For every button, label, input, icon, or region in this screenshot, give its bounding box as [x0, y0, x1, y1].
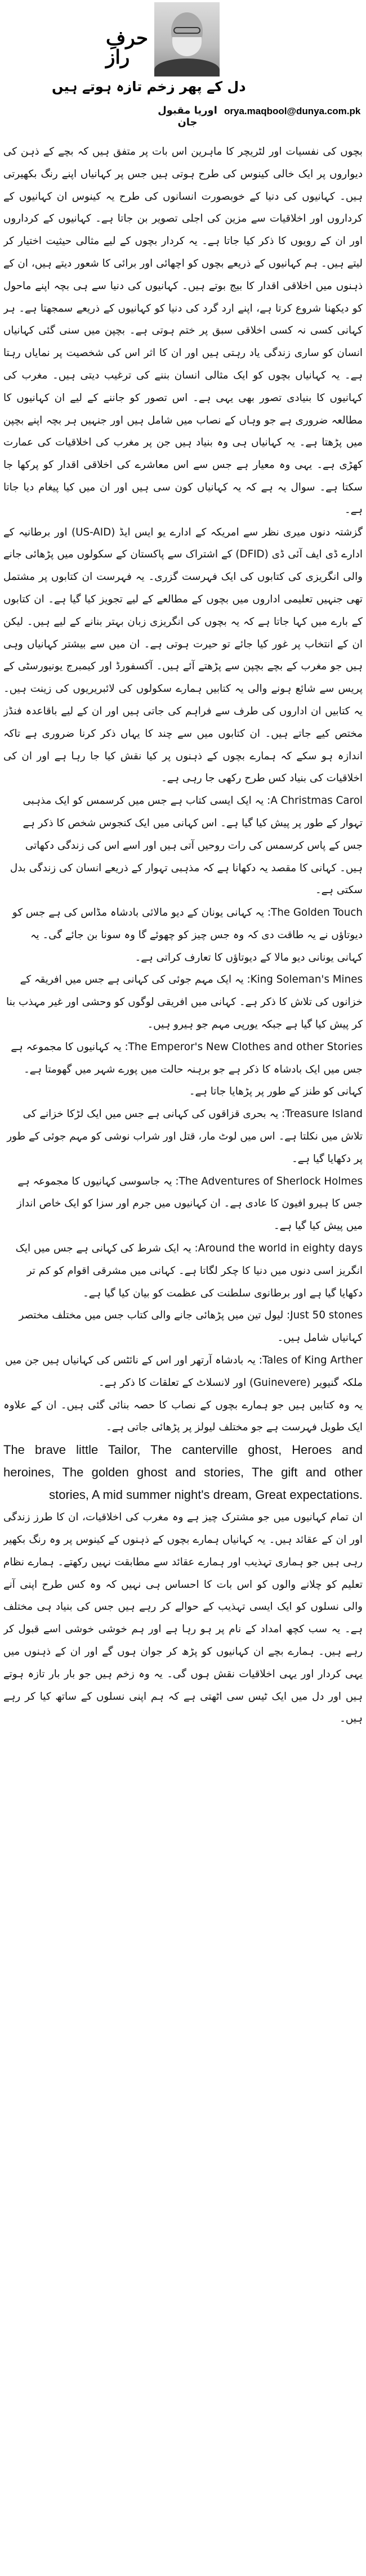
column-header: [3, 0, 363, 141]
book-entry: Treasure Island: یہ بحری قزاقوں کی کہانی ہے جس میں ایک لڑکا خزانے کی تلاش میں نکلتا ہے۔ اس میں لوٹ مار، قتل اور شراب نوشی کو مہم جوئی کے طور پر دکھایا گیا ہے۔: [7, 1108, 363, 1165]
article-paragraph: ان تمام کہانیوں میں جو مشترک چیز ہے وہ مغرب کی اخلاقیات، ان کا طرز زندگی اور ان کے عقائد ہیں۔ یہ کہانیاں ہمارے بچوں کے ذہنوں کے کینوس پر وہ رنگ بکھیر رہی ہیں جو ہماری تہذیب اور ہمارے عقائد سے مطابقت نہیں رکھتے۔ ہمارے نظام تعلیم کو چلانے والوں کو اس بات کا احساس ہی نہیں کہ وہ کس طرح اپنی آنے والی نسلوں کو ایک ایسی تہذیب کے حوالے کر رہے ہیں جس کی بنیاد ہی مختلف ہے۔ یہ سب کچھ امداد کے نام پر ہو رہا ہے اور ہم خوشی خوشی اسے قبول کر رہے ہیں۔ ہمارے بچے ان کہانیوں کو پڑھ کر جوان ہوں گے اور ان کے ذہنوں میں یہی کردار اور یہی اخلاقیات نقش ہوں گی۔ یہ وہ زخم ہیں جو بار بار تازہ ہوتے ہیں اور دل میں ایک ٹیس سی اٹھتی ہے کہ ہم اپنی نسلوں کے ساتھ کیا کر رہے ہیں۔: [3, 1511, 363, 1725]
article-paragraph: گزشتہ دنوں میری نظر سے امریکہ کے ادارے یو ایس ایڈ (US-AID) اور برطانیہ کے ادارے ڈی ایف آئی ڈی (DFID) کے اشتراک سے پاکستان کے سکولوں میں پڑھائی جانے والی انگریزی کی کتابوں کی ایک فہرست گزری۔ یہ فہرست ان کتابوں پر مشتمل تھی جنہیں تعلیمی اداروں میں بچوں کے مطالعے کے لیے تجویز کیا گیا ہے۔ ان کتابوں کے بارے میں کہا جاتا ہے کہ یہ بچوں کی انگریزی زبان بہتر بنانے کے لیے ہیں۔ لیکن ان کے انتخاب پر غور کیا جائے تو حیرت ہوتی ہے۔ ان میں سے بیشتر کہانیاں وہی ہیں جو مغرب کے بچے بچپن سے پڑھتے آئے ہیں۔ آکسفورڈ اور کیمبرج یونیورسٹی کے پریس سے شائع ہونے والی یہ کتابیں ہمارے سکولوں کی لائبریریوں کی زینت ہیں۔ یہ کتابیں ان اداروں کی طرف سے فراہم کی جاتی ہیں اور ان کے لیے باقاعدہ فنڈز مختص کیے جاتے ہیں۔ ان کتابوں میں سے چند کا یہاں ذکر کرنا ضروری ہے تاکہ اندازہ ہو سکے کہ ہمارے بچوں کے ذہنوں پر کیا نقش کیا جا رہا ہے اور ان کی اخلاقیات کی بنیاد کس طرح رکھی جا رہی ہے۔: [3, 526, 363, 785]
author-email: orya.maqbool@dunya.com.pk: [224, 106, 361, 116]
book-entry: The Golden Touch: یہ کہانی یونان کے دیو مالائی بادشاہ مڈاس کی ہے جس کو دیوتاؤں نے یہ طاقت دی کہ وہ جس چیز کو چھوئے گا وہ سونا بن جائے گی۔ یہ کہانی یونانی دیو مالا کے دیوتاؤں کا تعارف کراتی ہے۔: [12, 907, 363, 963]
author-photo: [154, 2, 220, 76]
book-entry: Just 50 stones: لیول تین میں پڑھائی جانے والی کتاب جس میں مختلف مختصر کہانیاں شامل ہیں۔: [19, 1309, 363, 1344]
book-entry: Tales of King Arther: یہ بادشاہ آرتھر اور اس کے نائٹس کی کہانیاں ہیں جن میں ملکہ گنیویر (Guinevere) اور لانسلاٹ کے تعلقات کا ذکر ہے۔: [5, 1354, 363, 1389]
author-name: اوریا مقبول جان: [158, 105, 217, 128]
article-body: [3, 141, 363, 2573]
author-photo-beard: [172, 37, 202, 56]
column-logo: حرفِ راز: [106, 27, 149, 69]
author-photo-glasses: [173, 27, 200, 34]
book-entry: A Christmas Carol: یہ ایک ایسی کتاب ہے جس میں کرسمس کو ایک مذہبی تہوار کے طور پر پیش کیا گیا ہے۔ اس کہانی میں ایک کنجوس شخص کا ذکر ہے جس کے پاس کرسمس کی رات روحیں آتی ہیں اور اسے اس کی زندگی دکھاتی ہیں۔ کہانی کا مقصد یہ دکھانا ہے کہ مذہبی تہوار کے ذریعے انسان کی زندگی بدل سکتی ہے۔: [10, 795, 363, 897]
book-entry: The Adventures of Sherlock Holmes: یہ جاسوسی کہانیوں کا مجموعہ ہے جس کا ہیرو افیون کا عادی ہے۔ ان کہانیوں میں جرم اور سزا کو ایک خاص انداز میں پیش کیا گیا ہے۔: [17, 1175, 363, 1232]
author-photo-shoulders: [154, 58, 220, 76]
book-entry: The Emperor's New Clothes and other Stories: یہ کہانیوں کا مجموعہ ہے جس میں ایک بادشاہ کا ذکر ہے جو برہنہ حالت میں پورے شہر میں گھومتا ہے۔ کہانی کو طنز کے طور پر پڑھایا جاتا ہے۔: [11, 1041, 363, 1098]
article-paragraph: بچوں کی نفسیات اور لٹریچر کا ماہرین اس بات پر متفق ہیں کہ بچے کے ذہن کی دیواروں پر ایک خالی کینوس کی طرح ہوتی ہیں جس پر کہانیاں اپنے رنگ بکھیرتی ہیں۔ کہانیوں کی دنیا کے خوبصورت انسانوں کی طرح یہ کینوس ان کہانیوں کے کرداروں اور اخلاقیات سے مزین کی اجلی تصویر بن جاتا ہے۔ کہانیوں کے کرداروں اور ان کے رویوں کا ذکر کیا جاتا ہے۔ یہ کردار بچوں کے لیے مثالی حیثیت اختیار کر لیتے ہیں۔ ہم کہانیوں کے ذریعے بچوں کو اچھائی اور برائی کا شعور دیتے ہیں، ان کے ذہنوں میں اخلاقی اقدار کا بیج بوتے ہیں۔ کہانیوں کی دنیا سے ہی بچہ اپنے ماحول کو دیکھنا شروع کرتا ہے، اپنے ارد گرد کی دنیا کو کہانیوں کے ذریعے سمجھتا ہے۔ ہر کہانی کسی نہ کسی اخلاقی سبق پر ختم ہوتی ہے۔ بچپن میں سنی گئی کہانیاں انسان کو ساری زندگی یاد رہتی ہیں اور ان کا اثر اس کی شخصیت پر نمایاں رہتا ہے۔ یہ کہانیاں بچوں کو ایک مثالی انسان بننے کی ترغیب دیتی ہیں۔ مغرب کی کہانیوں کا بنیادی تصور بھی یہی ہے۔ اس تصور کو جاننے کے لیے ان کہانیوں کا مطالعہ ضروری ہے جو وہاں کے نصاب میں شامل ہیں اور جنہیں ہر بچہ اپنے بچپن میں پڑھتا ہے۔ یہ کہانیاں ہی وہ بنیاد ہیں جن پر مغرب کی اخلاقیات کی عمارت کھڑی ہے۔ یہی وہ معیار ہے جس سے اس معاشرے کی اخلاقی اقدار کو پرکھا جا سکتا ہے۔ سوال یہ ہے کہ یہ کہانیاں کون سی ہیں اور ان میں کیا پیغام دیا جاتا ہے۔: [3, 146, 363, 516]
english-book-list: The brave little Tailor, The canterville ghost, Heroes and heroines, The golden ghost and stories, The gift and other stories, A mid summer night's dream, Great expectations.: [3, 1443, 363, 1502]
article-paragraph: یہ وہ کتابیں ہیں جو ہمارے بچوں کے نصاب کا حصہ بنائی گئی ہیں۔ ان کے علاوہ ایک طویل فہرست ہے جو مختلف لیولز پر پڑھائی جاتی ہے۔: [3, 1399, 363, 1434]
book-entry: King Soleman's Mines: یہ ایک مہم جوئی کی کہانی ہے جس میں افریقہ کے خزانوں کی تلاش کا ذکر ہے۔ کہانی میں افریقی لوگوں کو وحشی اور غیر مہذب بنا کر پیش کیا گیا ہے جبکہ یورپی مہم جو ہیرو ہیں۔: [6, 974, 363, 1031]
book-entry: Around the world in eighty days: یہ ایک شرط کی کہانی ہے جس میں ایک انگریز اسی دنوں میں دنیا کا چکر لگاتا ہے۔ کہانی میں مشرقی اقوام کو کم تر دکھایا گیا ہے اور برطانوی سلطنت کی عظمت کو بیان کیا گیا ہے۔: [15, 1242, 363, 1299]
column-title: دل کے پھر زخم تازہ ہوتے ہیں: [52, 79, 246, 94]
